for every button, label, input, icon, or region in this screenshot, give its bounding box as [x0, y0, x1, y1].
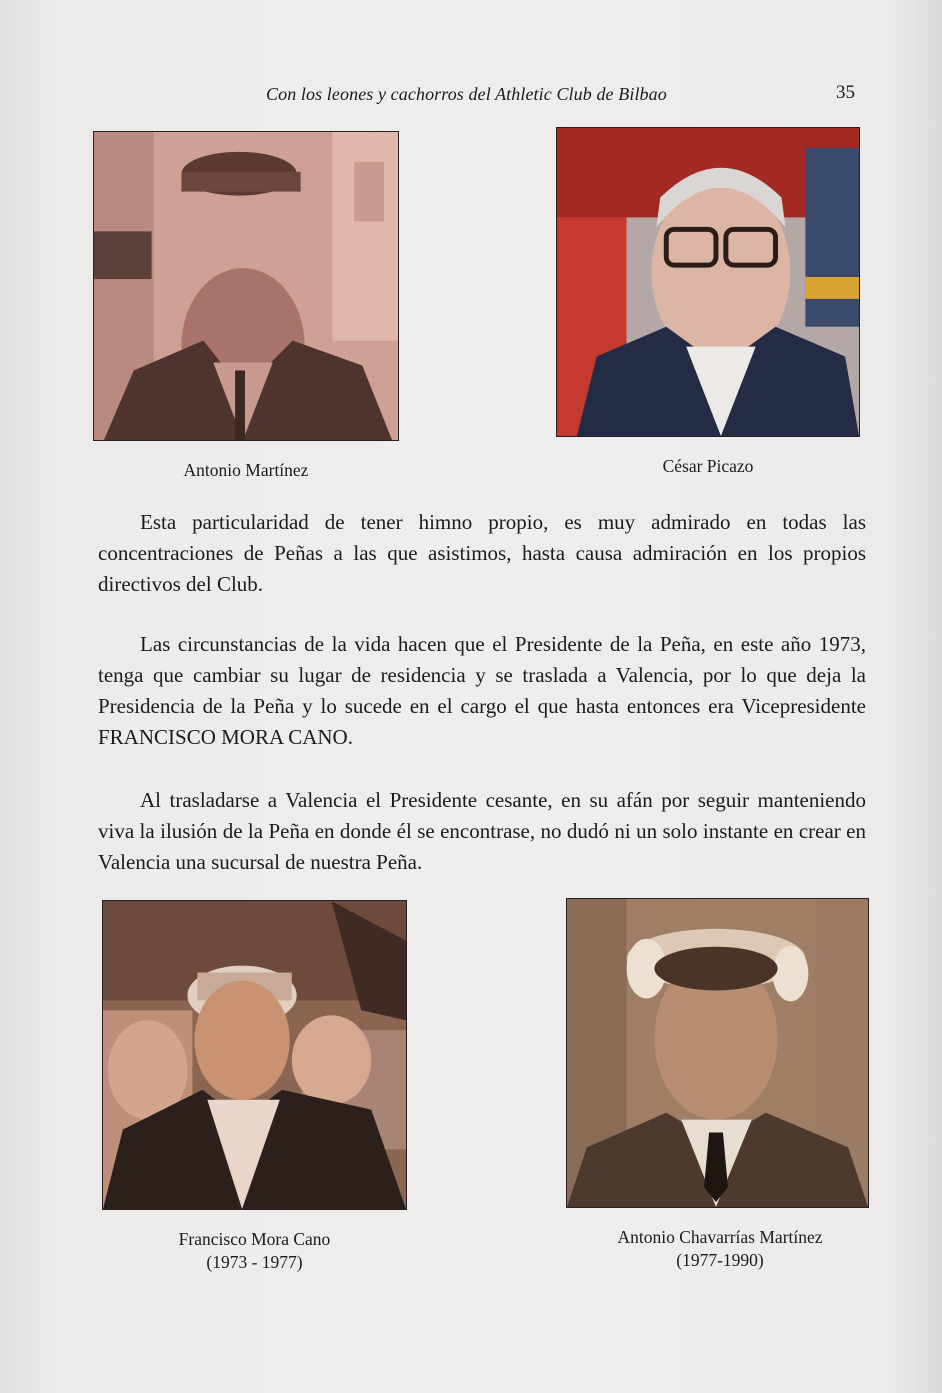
portrait-image — [557, 128, 859, 436]
paragraph-3-text: Al trasladarse a Valencia el Presidente cesante, en su afán por seguir manteniendo viva la ilusión de la Peña en donde él se encontrase, no dudó ni un solo instante en crear en Valencia una sucursal de nuestra Peña. — [98, 788, 866, 874]
caption-name: Francisco Mora Cano — [178, 1229, 331, 1249]
caption-name: Antonio Chavarrías Martínez — [617, 1227, 823, 1247]
caption-cesar-picazo: César Picazo — [662, 456, 754, 476]
portrait-image — [567, 899, 868, 1207]
paragraph-2-text: Las circunstancias de la vida hacen que el Presidente de la Peña, en este año 1973, tenga que cambiar su lugar de residencia y se traslada a Valencia, por lo que deja la Presidencia de la Peña y lo sucede en el cargo el que hasta entonces era Vicepresidente FRANCISCO MORA CANO. — [98, 632, 866, 749]
photo-francisco-mora-cano — [102, 900, 407, 1210]
photo-antonio-martinez — [93, 131, 399, 441]
paragraph-1-text: Esta particularidad de tener himno propio, es muy admirado en todas las concentraciones de Peñas a las que asistimos, hasta causa admiración en los propios directivos del Club. — [98, 510, 866, 596]
photo-cesar-picazo — [556, 127, 860, 437]
caption-years: (1973 - 1977) — [206, 1252, 303, 1272]
caption-antonio-chavarrias-martinez — [566, 1226, 874, 1272]
caption-years: (1977-1990) — [676, 1250, 764, 1270]
running-title: Con los leones y cachorros del Athletic Club de Bilbao — [266, 84, 667, 104]
paragraph-3 — [98, 785, 866, 878]
photo-antonio-chavarrias-martinez — [566, 898, 869, 1208]
portrait-image — [94, 132, 398, 440]
caption-antonio-martinez: Antonio Martínez — [183, 460, 309, 480]
paragraph-1 — [98, 507, 866, 600]
page-number: 35 — [836, 82, 855, 103]
paragraph-2 — [98, 629, 866, 753]
portrait-image — [103, 901, 406, 1209]
caption-francisco-mora-cano — [102, 1228, 407, 1274]
